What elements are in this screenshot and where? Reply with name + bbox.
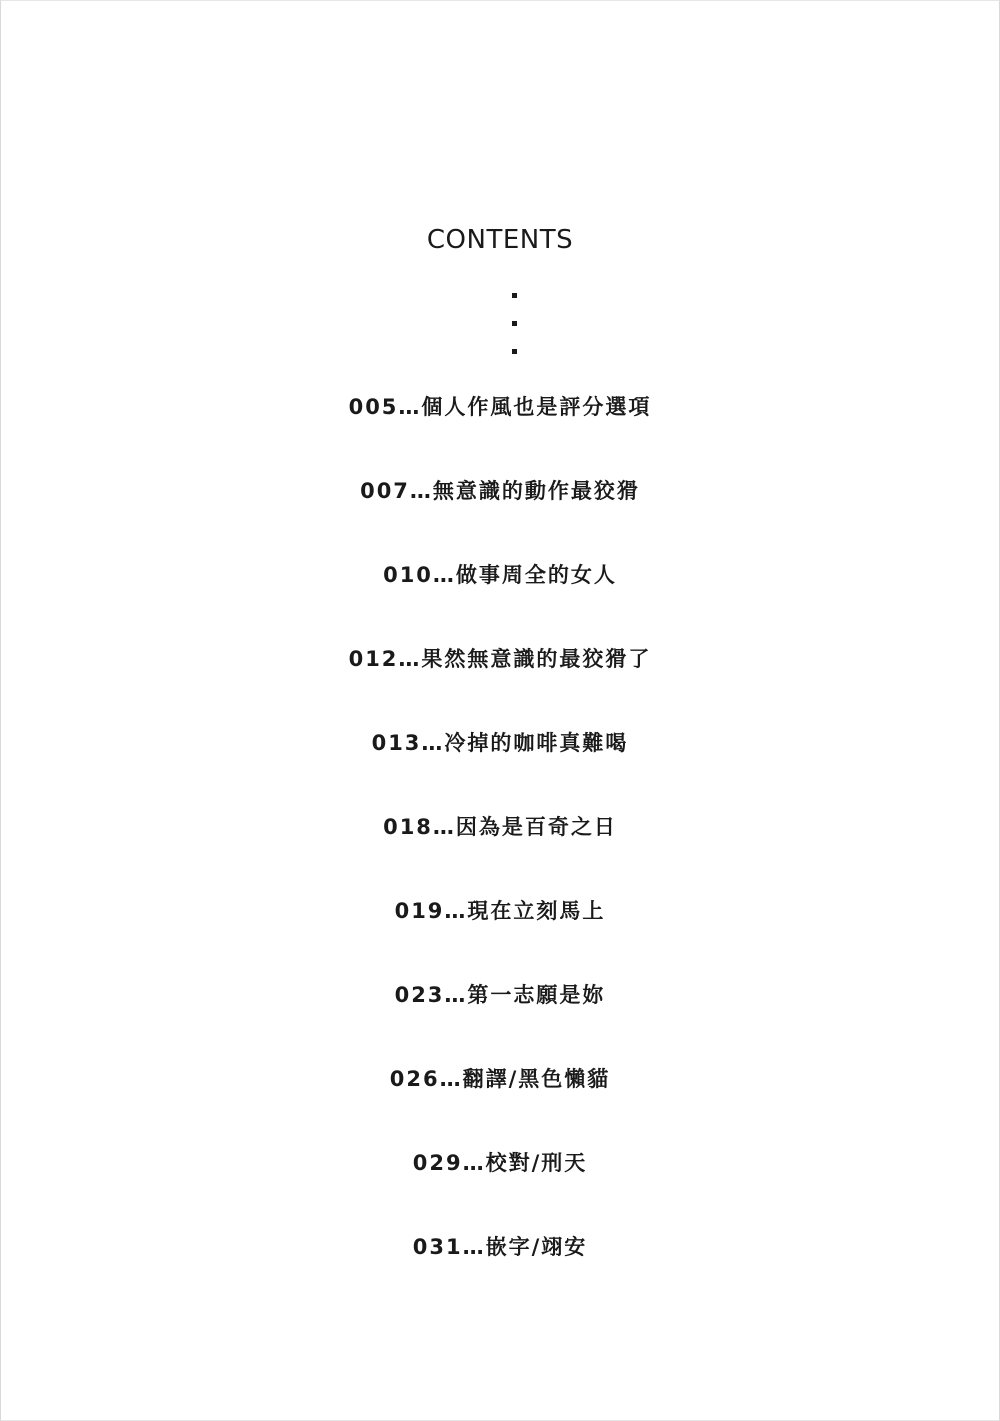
contents-heading: CONTENTS	[426, 225, 574, 255]
toc-entry: 019…現在立刻馬上	[394, 899, 606, 923]
separator-dot	[512, 321, 517, 326]
dot-separator	[1, 289, 999, 359]
toc-entry: 007…無意識的動作最狡猾	[360, 479, 640, 503]
table-of-contents	[1, 391, 999, 1315]
toc-entry: 012…果然無意識的最狡猾了	[348, 647, 652, 671]
toc-entry: 018…因為是百奇之日	[383, 815, 617, 839]
toc-entry: 026…翻譯/黑色懶貓	[389, 1067, 611, 1091]
toc-entry: 013…冷掉的咖啡真難喝	[371, 731, 629, 755]
toc-entry: 005…個人作風也是評分選項	[348, 395, 652, 419]
separator-dot	[512, 349, 517, 354]
toc-entry: 010…做事周全的女人	[383, 563, 617, 587]
separator-dot	[512, 293, 517, 298]
toc-entry: 031…嵌字/翊安	[412, 1235, 588, 1259]
toc-entry: 023…第一志願是妳	[394, 983, 606, 1007]
toc-entry: 029…校對/刑天	[412, 1151, 588, 1175]
